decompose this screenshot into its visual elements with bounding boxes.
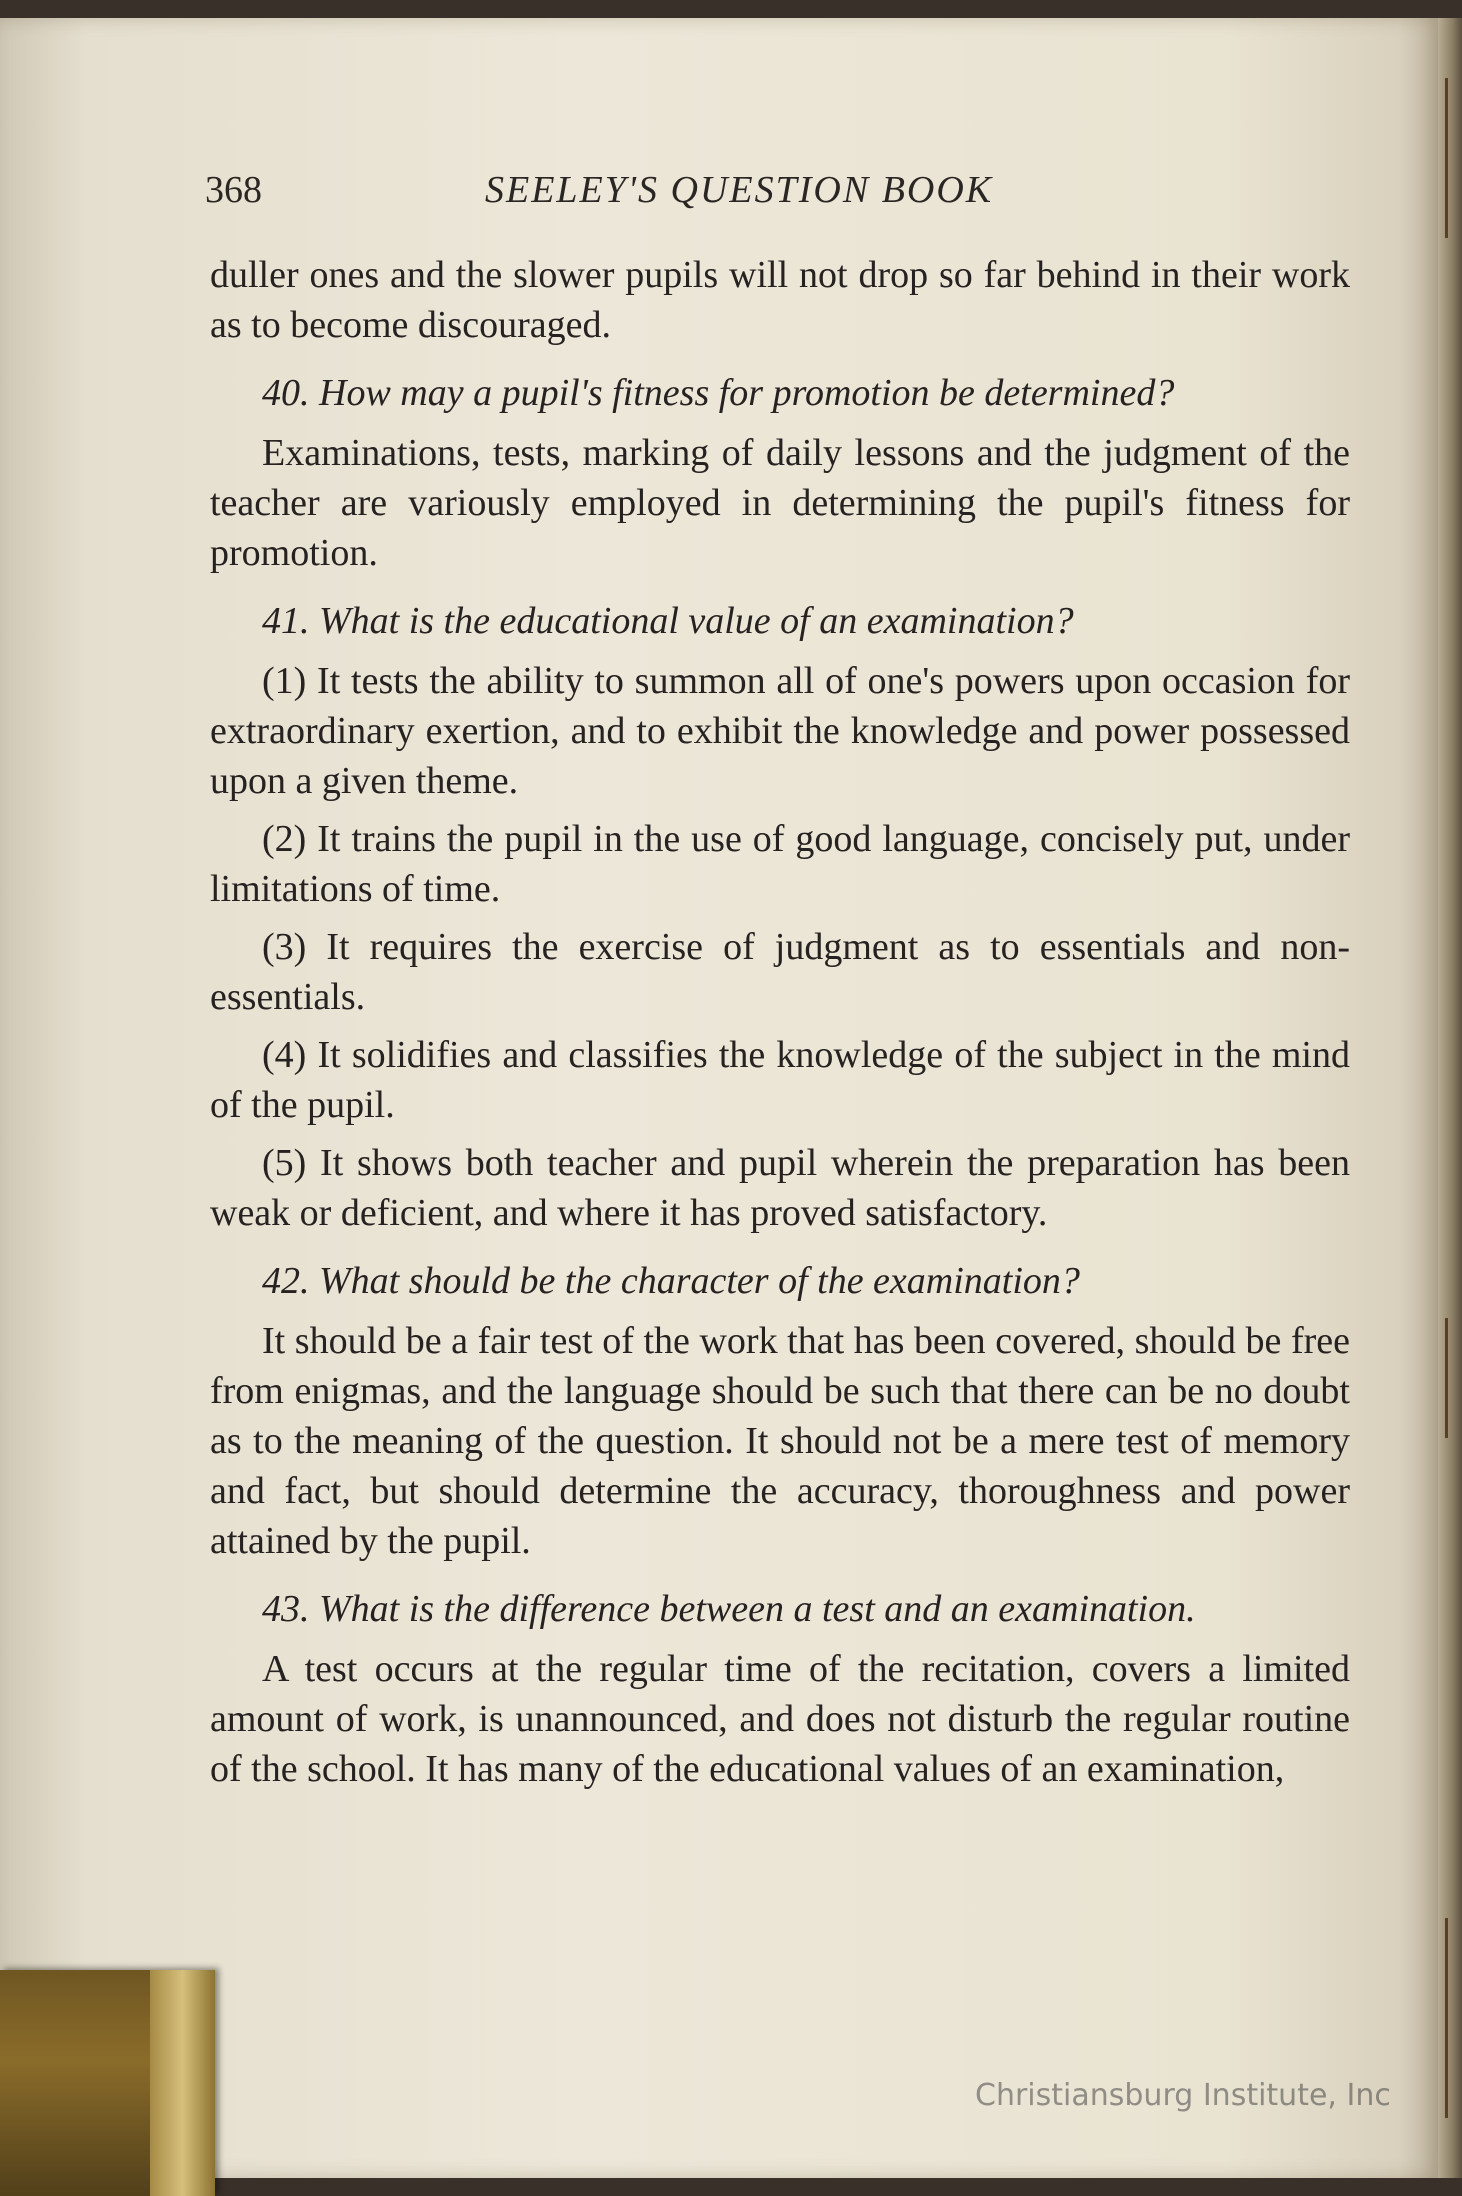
question-heading: 41. What is the educational value of an examination? [262,600,1074,642]
book-spine [1438,18,1462,2178]
body-text [210,250,1350,1802]
question-heading: 42. What should be the character of the examination? [262,1260,1080,1302]
answer-paragraph: (3) It requires the exercise of judgment as to essentials and non-essentials. [210,926,1350,1018]
answer-paragraph: (1) It tests the ability to summon all of one's powers upon occasion for extraordinary exertion, and to exhibit the knowledge and power possessed upon a given theme. [210,660,1350,802]
watermark: Christiansburg Institute, Inc [975,2078,1391,2113]
answer-paragraph: It should be a fair test of the work that has been covered, should be free from enigmas, and the language should be such that there can be no doubt as to the meaning of the question. It should not be a mere test of memory and fact, but should determine the accuracy, thoroughness and power attained by the pupil. [210,1320,1350,1562]
answer-paragraph: (4) It solidifies and classifies the knowledge of the subject in the mind of the pupil. [210,1034,1350,1126]
answer-paragraph: Examinations, tests, marking of daily lessons and the judgment of the teacher are variously employed in determining the pupil's fitness for promotion. [210,432,1350,574]
library-stamp-edge [150,1970,215,2196]
answer-paragraph: A test occurs at the regular time of the recitation, covers a limited amount of work, is unannounced, and does not disturb the regular routine of the school. It has many of the educational values of an examination, [210,1648,1350,1790]
spine-line [1445,1918,1448,2118]
spine-line [1445,78,1448,238]
answer-paragraph: (2) It trains the pupil in the use of good language, concisely put, under limitations of time. [210,818,1350,910]
question-heading: 40. How may a pupil's fitness for promotion be determined? [262,372,1175,414]
running-head: SEELEY'S QUESTION BOOK [485,169,994,211]
answer-paragraph: duller ones and the slower pupils will not drop so far behind in their work as to become discouraged. [210,254,1350,346]
page-header [205,168,1125,218]
page-number: 368 [205,169,262,211]
spine-line [1445,1318,1448,1438]
question-heading: 43. What is the difference between a test and an examination. [262,1588,1196,1630]
answer-paragraph: (5) It shows both teacher and pupil wherein the preparation has been weak or deficient, and where it has proved satisfactory. [210,1142,1350,1234]
